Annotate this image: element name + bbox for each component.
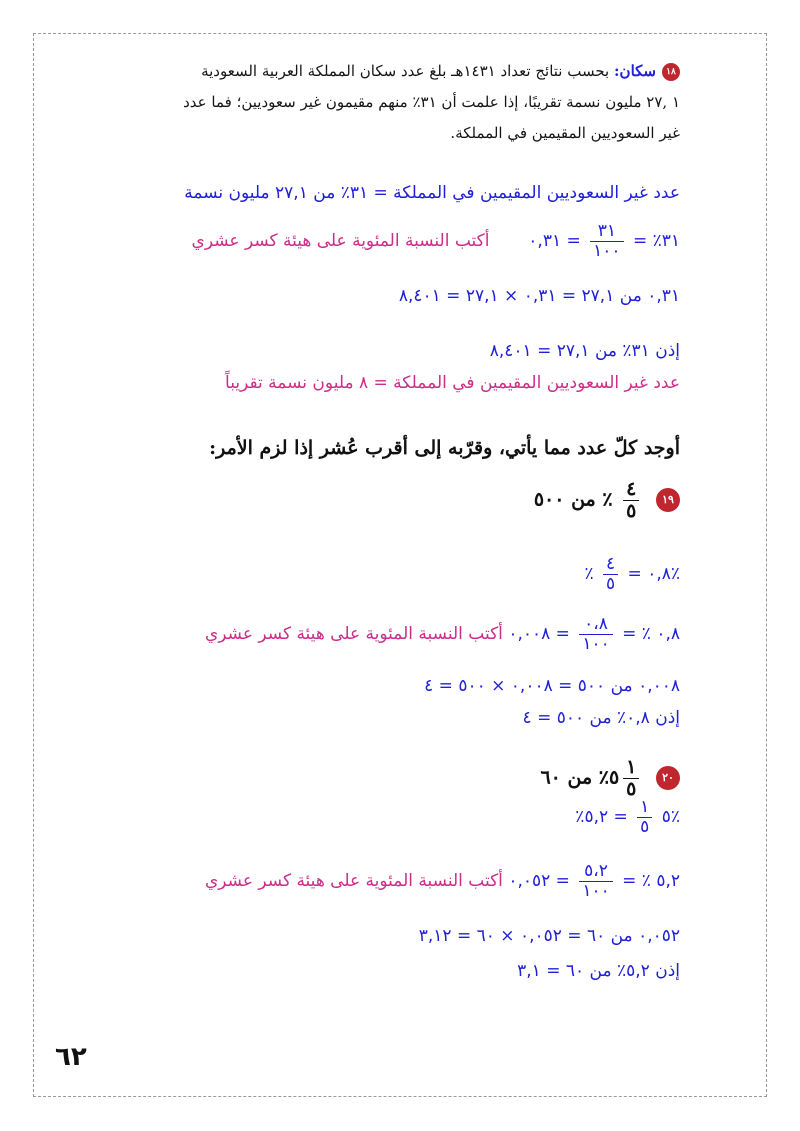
hint-note: أكتب النسبة المئوية على هيئة كسر عشري xyxy=(191,231,490,252)
problem-20-step-1: ٪٥ $\frac{١}{٥}$ = ٥,٢٪ xyxy=(575,797,680,837)
fraction: $\frac{١}{٥}$ xyxy=(637,798,652,836)
problem-20-statement: ٢٠ $\frac{١}{٥}$ ٥٪ من ٦٠ xyxy=(540,757,680,800)
fraction: $\frac{٥،٢}{١٠٠}$ xyxy=(579,862,612,900)
problem-20-text: ٪ من ٦٠ xyxy=(540,766,609,789)
fraction: $\frac{٣١}{١٠٠}$ xyxy=(590,222,623,260)
problem-19-text: ٪ من ٥٠٠ xyxy=(533,488,613,511)
problem-20-badge: ٢٠ xyxy=(656,766,680,790)
problem-20-step-2: ٥,٢ ٪ = $\frac{٥،٢}{١٠٠}$ = ٠,٠٥٢ أكتب النسبة المئوية على هيئة كسر عشري xyxy=(205,861,680,901)
section-heading: أوجد كلّ عدد مما يأتي، وقرّبه إلى أقرب عُشر إذا لزم الأمر: xyxy=(209,437,680,459)
fraction: $\frac{٤}{٥}$ xyxy=(603,555,618,593)
problem-20-fraction: $\frac{١}{٥}$ xyxy=(623,757,639,800)
problem-18-text-1: بحسب نتائج تعداد ١٤٣١هـ بلغ عدد سكان المملكة العربية السعودية xyxy=(201,62,610,80)
problem-18-solution-3: ٠,٣١ من ٢٧,١ = ٠,٣١ × ٢٧,١ = ٨,٤٠١ xyxy=(398,286,680,306)
problem-18-solution-2 xyxy=(192,222,680,260)
problem-18-solution-4: إذن ٣١٪ من ٢٧,١ = ٨,٤٠١ xyxy=(489,341,680,361)
problem-18-line-2: ١ ,٢٧ مليون نسمة تقريبًا، إذا علمت أن ٣١٪ منهم مقيمون غير سعوديين؛ فما عدد xyxy=(183,93,680,111)
problem-19-statement xyxy=(534,479,680,522)
problem-19-fraction: $\frac{٤}{٥}$ xyxy=(623,479,639,522)
problem-20-step-4: إذن ٥,٢٪ من ٦٠ = ٣,١ xyxy=(517,961,680,981)
problem-20-step-3: ٠,٠٥٢ من ٦٠ = ٠,٠٥٢ × ٦٠ = ٣,١٢ xyxy=(418,926,680,946)
page-number: ٦٢ xyxy=(55,1042,87,1072)
problem-19-step-1: ٪ $\frac{٤}{٥}$ = ٠,٨٪ xyxy=(584,554,680,594)
problem-19-step-2: ٠,٨ ٪ = $\frac{٠،٨}{١٠٠}$ = ٠,٠٠٨ أكتب النسبة المئوية على هيئة كسر عشري xyxy=(205,614,680,654)
hint-note: أكتب النسبة المئوية على هيئة كسر عشري xyxy=(205,871,503,892)
equation-rhs: = ٠,٣١ xyxy=(528,231,581,252)
problem-18-conclusion: عدد غير السعوديين المقيمين في المملكة = ٨ مليون نسمة تقريباً xyxy=(225,373,680,393)
problem-19-step-4: إذن ٠,٨٪ من ٥٠٠ = ٤ xyxy=(522,708,680,728)
problem-18-line-3: غير السعوديين المقيمين في المملكة. xyxy=(450,124,680,142)
equation-lhs: ٣١٪ = xyxy=(632,231,680,252)
problem-19-badge: ١٩ xyxy=(656,488,680,512)
problem-18-line-1 xyxy=(201,62,680,81)
problem-18-solution-1: عدد غير السعوديين المقيمين في المملكة = ٣١٪ من ٢٧,١ مليون نسمة xyxy=(184,183,680,203)
problem-18-badge: ١٨ xyxy=(662,63,680,81)
hint-note: أكتب النسبة المئوية على هيئة كسر عشري xyxy=(205,624,503,645)
fraction: $\frac{٠،٨}{١٠٠}$ xyxy=(579,615,612,653)
problem-18-term: سكان: xyxy=(614,62,656,80)
problem-19-step-3: ٠,٠٠٨ من ٥٠٠ = ٠,٠٠٨ × ٥٠٠ = ٤ xyxy=(424,676,680,696)
